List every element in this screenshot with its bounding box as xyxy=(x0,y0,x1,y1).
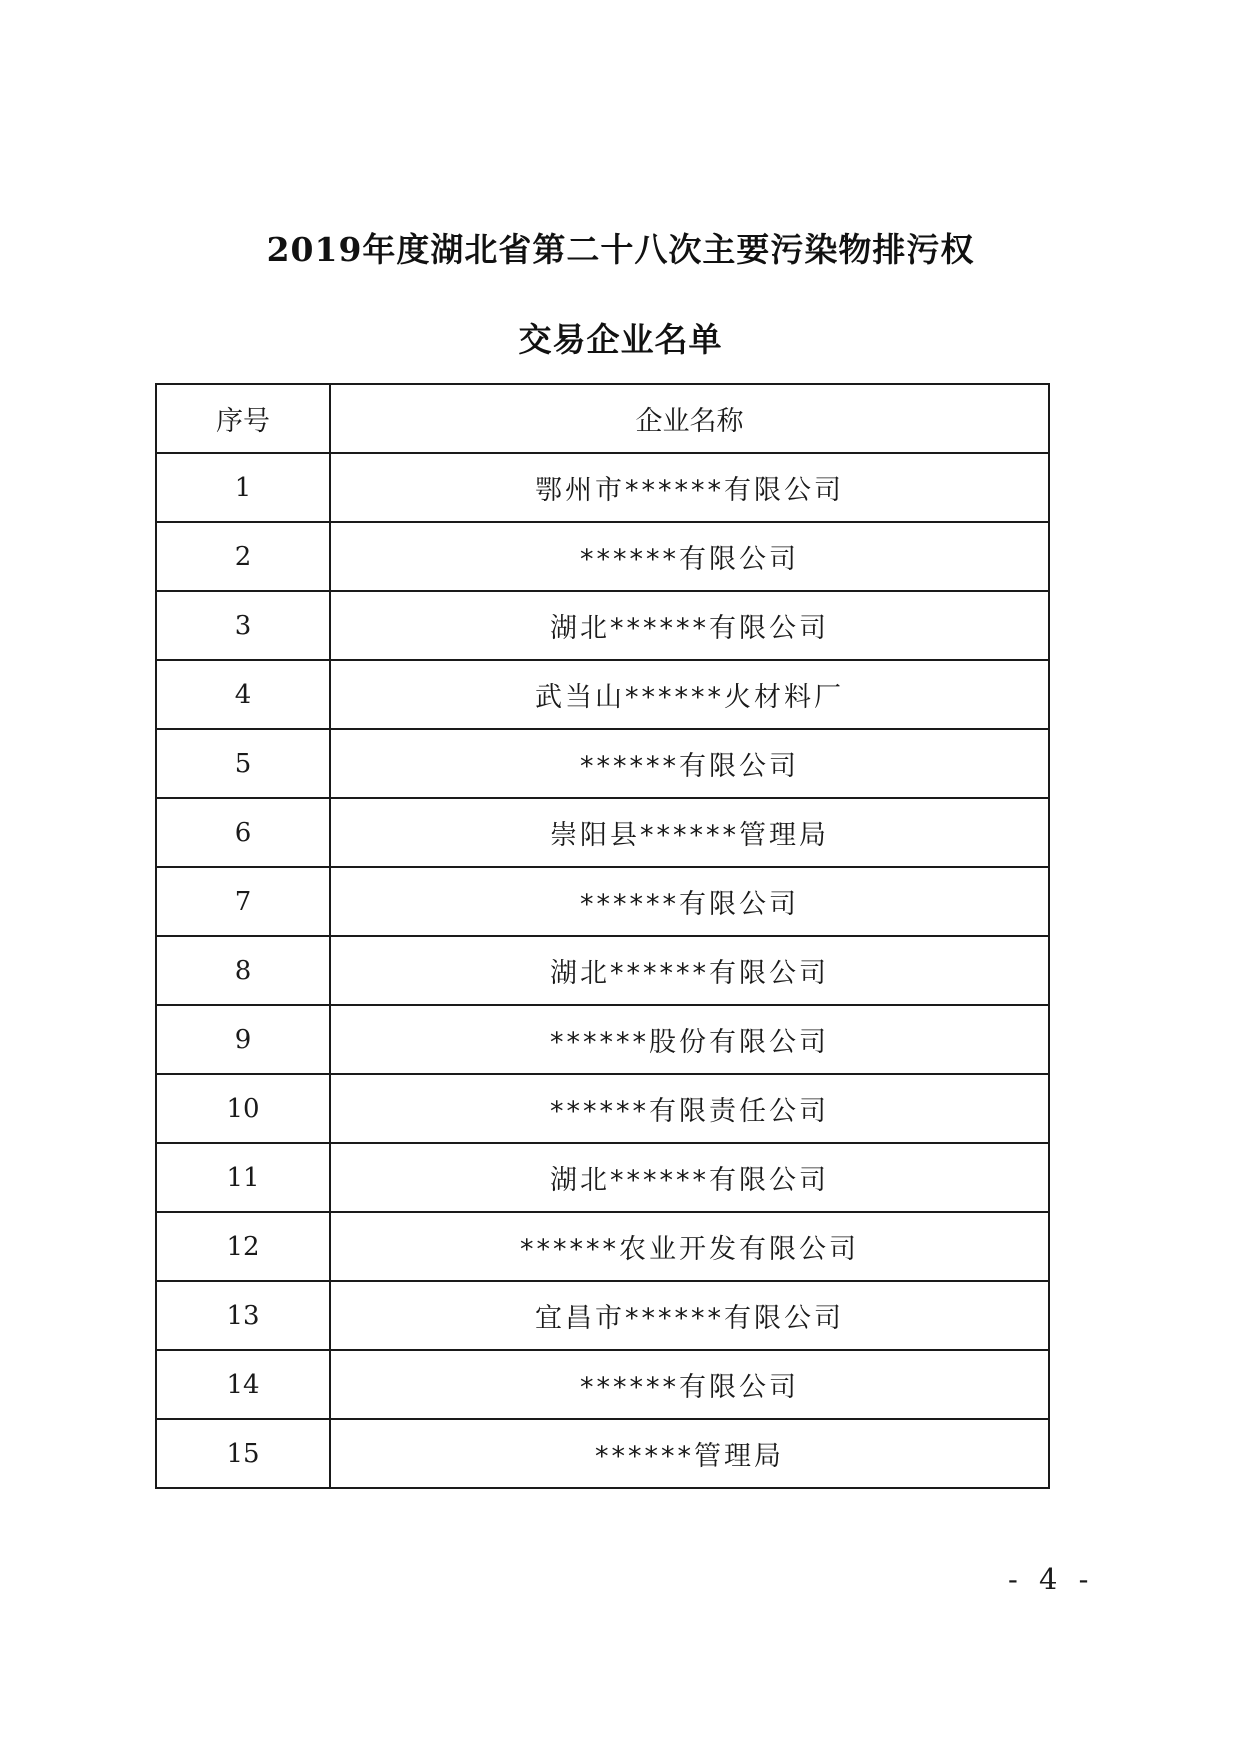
row-name: 鄂州市******有限公司 xyxy=(330,453,1049,522)
table-row xyxy=(156,591,1049,660)
row-index: 9 xyxy=(156,1005,330,1074)
row-name: 武当山******火材料厂 xyxy=(330,660,1049,729)
row-index: 4 xyxy=(156,660,330,729)
table-row xyxy=(156,1143,1049,1212)
row-index: 10 xyxy=(156,1074,330,1143)
row-index: 15 xyxy=(156,1419,330,1488)
row-name: ******有限公司 xyxy=(330,1350,1049,1419)
table-row xyxy=(156,660,1049,729)
table-row xyxy=(156,1281,1049,1350)
row-index: 5 xyxy=(156,729,330,798)
row-name: 湖北******有限公司 xyxy=(330,591,1049,660)
enterprise-table xyxy=(155,383,1050,1489)
row-name: 湖北******有限公司 xyxy=(330,936,1049,1005)
row-name: ******有限公司 xyxy=(330,522,1049,591)
row-name: ******有限责任公司 xyxy=(330,1074,1049,1143)
row-name: ******股份有限公司 xyxy=(330,1005,1049,1074)
table-row xyxy=(156,1350,1049,1419)
row-name: ******有限公司 xyxy=(330,729,1049,798)
row-name: ******有限公司 xyxy=(330,867,1049,936)
document-title-line1: 2019年度湖北省第二十八次主要污染物排污权 xyxy=(266,230,975,269)
row-index: 11 xyxy=(156,1143,330,1212)
row-index: 1 xyxy=(156,453,330,522)
document-title-line2: 交易企业名单 xyxy=(518,320,723,359)
table-row xyxy=(156,522,1049,591)
row-index: 6 xyxy=(156,798,330,867)
table-row xyxy=(156,867,1049,936)
row-name: 宜昌市******有限公司 xyxy=(330,1281,1049,1350)
table-row xyxy=(156,1074,1049,1143)
row-index: 7 xyxy=(156,867,330,936)
row-index: 2 xyxy=(156,522,330,591)
row-index: 14 xyxy=(156,1350,330,1419)
row-index: 3 xyxy=(156,591,330,660)
table-row xyxy=(156,729,1049,798)
header-name: 企业名称 xyxy=(330,384,1049,453)
page-number: - 4 - xyxy=(1008,1562,1095,1596)
row-index: 8 xyxy=(156,936,330,1005)
row-name: 湖北******有限公司 xyxy=(330,1143,1049,1212)
row-index: 13 xyxy=(156,1281,330,1350)
row-name: 崇阳县******管理局 xyxy=(330,798,1049,867)
table-row xyxy=(156,1212,1049,1281)
row-index: 12 xyxy=(156,1212,330,1281)
table-row xyxy=(156,1419,1049,1488)
table-row xyxy=(156,453,1049,522)
table-row xyxy=(156,798,1049,867)
row-name: ******管理局 xyxy=(330,1419,1049,1488)
row-name: ******农业开发有限公司 xyxy=(330,1212,1049,1281)
table-row xyxy=(156,936,1049,1005)
header-index: 序号 xyxy=(156,384,330,453)
table-row xyxy=(156,1005,1049,1074)
table-header-row xyxy=(156,384,1049,453)
